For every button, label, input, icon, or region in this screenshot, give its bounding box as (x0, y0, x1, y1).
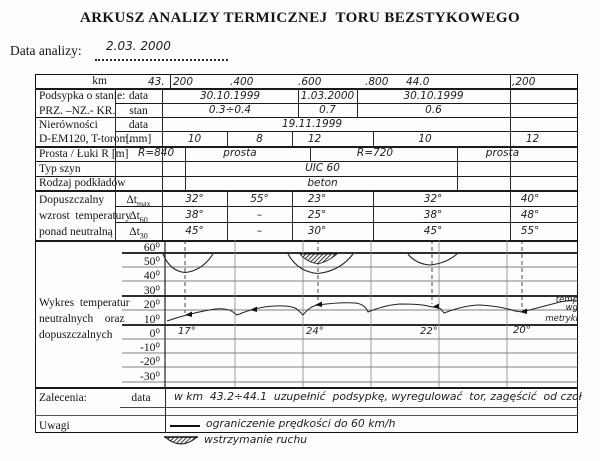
cell-value: 45° (423, 224, 443, 237)
y-axis-label: 50⁰ (143, 256, 160, 268)
neutral-temp-label: 24° (306, 326, 324, 337)
sub-label: [mm] (125, 133, 152, 145)
h-rule (120, 407, 578, 408)
km-prefix: 43. (148, 75, 165, 88)
cell-value: 55° (520, 224, 540, 237)
row-label: ponad neutralną (39, 225, 113, 238)
cell-value: 55° (250, 192, 269, 205)
neutral-temp-label: 22° (420, 326, 438, 337)
allowed-temp-dip (408, 254, 457, 265)
cell-value: 30.10.1999 (403, 89, 464, 102)
km-label: km (92, 75, 107, 87)
cell-value: UIC 60 (305, 162, 340, 174)
row-label: Zalecenia: (39, 392, 87, 404)
cell-value: 10 (187, 132, 202, 145)
traffic-stop-hatch-icon (164, 434, 198, 446)
chart-row-label: Wykres temperatur (39, 297, 130, 309)
cell-value: 38° (185, 208, 204, 221)
curve-arrow-marker (432, 304, 439, 310)
row-label: PRZ. –NZ.- KR. (39, 104, 116, 117)
cell-value: 0.7 (319, 104, 336, 116)
temperature-chart (35, 240, 580, 387)
cell-value: 40° (520, 192, 540, 205)
side-note: metryki (545, 314, 578, 324)
y-axis-label: 40⁰ (143, 270, 160, 282)
date-value: 2.03. 2000 (106, 39, 171, 53)
row-label: Dopuszczalny (39, 193, 105, 206)
row-label: Prosta / Łuki R [m] (39, 147, 129, 160)
cell-value: – (256, 224, 263, 237)
y-axis-label: -20⁰ (140, 356, 160, 368)
h-rule (35, 415, 578, 416)
km-mark: .400 (230, 75, 254, 88)
curve-arrow-marker (185, 312, 192, 318)
cell-value: prosta (485, 146, 520, 159)
cell-value: 0.3÷0.4 (208, 104, 252, 116)
km-mark: .600 (298, 75, 322, 88)
recommendations-text: w km 43.2÷44.1 uzupełnić podsypkę, wyregulować tor, zagęścić od czoł (174, 390, 582, 403)
y-axis-label: 30⁰ (143, 285, 160, 297)
chart-row-label: neutralnych oraz (39, 313, 125, 325)
sub-label: stan (129, 104, 148, 117)
cell-value: 30° (307, 224, 327, 237)
y-axis-label: -10⁰ (140, 342, 160, 354)
cell-value: 38° (423, 208, 443, 221)
row-label: D-EM120, T-torom. (39, 133, 132, 145)
curve-arrow-marker (250, 307, 257, 313)
row-label: Rodzaj podkładów (39, 177, 126, 189)
km-mark: .800 (365, 75, 389, 88)
speed-limit-legend: ograniczenie prędkości do 60 km/h (206, 416, 396, 430)
delta-t: Δt (129, 225, 140, 238)
cell-value: 30.10.1999 (199, 89, 261, 102)
cell-value: R=720 (356, 147, 394, 159)
curve-arrow-marker (520, 309, 527, 315)
row-label: Uwagi (39, 419, 70, 432)
y-axis-label: 20⁰ (143, 299, 160, 311)
cell-value: 32° (423, 192, 443, 205)
curve-arrow-marker (315, 302, 322, 308)
row-label: Typ szyn (39, 162, 81, 175)
cell-value: beton (307, 176, 338, 189)
cell-value: prosta (223, 146, 257, 159)
speed-limit-line-icon (170, 425, 200, 428)
y-axis-label: 0⁰ (149, 328, 160, 340)
cell-value: 12 (307, 132, 322, 145)
h-rule (35, 387, 578, 389)
cell-value: 0.6 (425, 104, 442, 116)
neutral-temp-label: 20° (513, 325, 531, 336)
y-axis-label: 10⁰ (143, 314, 160, 326)
neutral-temp-curve (167, 300, 576, 321)
side-note: temp (555, 295, 578, 305)
cell-value: – (256, 208, 263, 221)
allowed-temp-dip (163, 254, 213, 273)
y-axis-label: 60⁰ (143, 242, 160, 254)
row-label: wzrost temperatury (39, 209, 131, 222)
chart-row-label: dopuszczalnych (39, 329, 113, 341)
sub-label (115, 210, 162, 226)
cell-value: 12 (525, 132, 540, 145)
h-rule (115, 222, 578, 223)
sub-label: data (128, 118, 149, 131)
row-label: Podsypka o stanie: (39, 90, 126, 102)
page-title: ARKUSZ ANALIZY TERMICZNEJ TORU BEZSTYKOWEGO (79, 10, 521, 26)
delta-t: Δt (126, 193, 137, 206)
cell-value: 45° (185, 224, 204, 237)
h-rule (115, 206, 578, 207)
date-label: Data analizy: (10, 43, 82, 58)
v-rule (170, 74, 171, 88)
delta-t-sub: 60 (139, 214, 148, 224)
cell-value: 23° (307, 192, 327, 205)
cell-value: 48° (520, 208, 540, 221)
delta-t: Δt (129, 209, 140, 222)
sub-label: data (131, 391, 151, 404)
traffic-stop-legend: wstrzymanie ruchu (204, 432, 308, 446)
cell-value: 25° (307, 208, 327, 221)
km-mark: 44.0 (406, 75, 430, 88)
cell-value: 10 (418, 132, 432, 145)
y-axis-label: -30⁰ (140, 371, 160, 383)
cell-value: 8 (256, 132, 263, 145)
neutral-temp-label: 17° (178, 326, 196, 337)
traffic-stop-hatch-area (300, 254, 337, 264)
cell-value: 32° (185, 192, 204, 205)
cell-value: 19.11.1999 (281, 117, 343, 130)
side-note: wg (565, 303, 578, 313)
cell-value: R=840 (138, 147, 175, 159)
row-label: Nierówności (39, 118, 98, 131)
v-rule (165, 387, 166, 433)
delta-t-sub: 30 (139, 230, 148, 240)
km-mark: ,200 (512, 75, 536, 88)
cell-value: 1.03.2000 (300, 89, 355, 102)
km-mark: 200 (173, 75, 194, 88)
sub-label (115, 194, 162, 210)
sub-label: data (128, 90, 149, 102)
delta-t-sub: max (136, 198, 151, 208)
